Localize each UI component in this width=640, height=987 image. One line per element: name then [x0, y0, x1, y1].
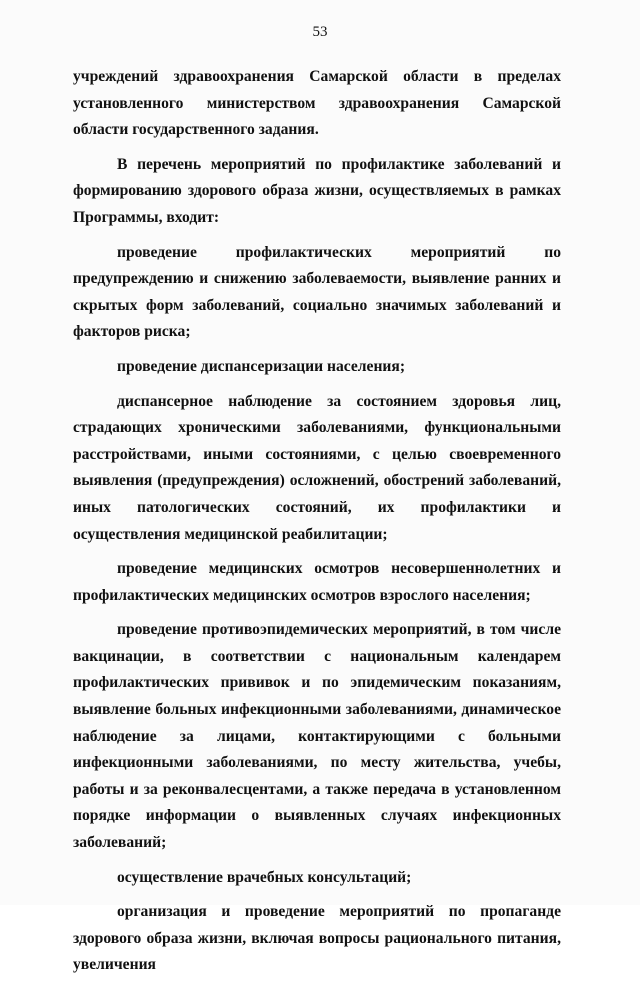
list-item: организация и проведение мероприятий по пропаганде здорового образа жизни, включая вопросы рационального питания, увеличения — [73, 903, 561, 974]
page-number: 53 — [312, 24, 328, 40]
list-item: диспансерное наблюдение за состоянием здоровья лиц, страдающих хроническими заболеваниями, функциональными расстройствами, иными состояниями, с целью своевременного выявления (предупреждения) осложнений, обострений заболеваний, иных патологических состояний, их профилактики и осуществления медицинской реабилитации; — [73, 392, 561, 543]
list-item: осуществление врачебных консультаций; — [117, 868, 412, 886]
list-item: проведение противоэпидемических мероприятий, в том числе вакцинации, в соответствии с национальным календарем профилактических прививок и по эпидемическим показаниям, выявление больных инфекционными заболеваниями, динамическое наблюдение за лицами, контактирующими с больными инфекционными заболеваниями, по месту жительства, учебы, работы и за реконвалесцентами, а также передача в установленном порядке информации о выявленных случаях инфекционных заболеваний; — [73, 621, 561, 852]
list-item: проведение медицинских осмотров несовершеннолетних и профилактических медицинских осмотров взрослого населения; — [73, 560, 561, 604]
document-body — [73, 64, 561, 987]
list-item: проведение профилактических мероприятий по предупреждению и снижению заболеваемости, выявление ранних и скрытых форм заболеваний, социально значимых заболеваний и факторов риска; — [73, 243, 561, 341]
paragraph-intro: В перечень мероприятий по профилактике заболеваний и формированию здорового образа жизни, осуществляемых в рамках Программы, входит: — [73, 155, 561, 226]
paragraph-continuation: учреждений здравоохранения Самарской области в пределах установленного министерством здравоохранения Самарской области государственного задания. — [73, 68, 561, 139]
list-item: проведение диспансеризации населения; — [117, 357, 406, 375]
